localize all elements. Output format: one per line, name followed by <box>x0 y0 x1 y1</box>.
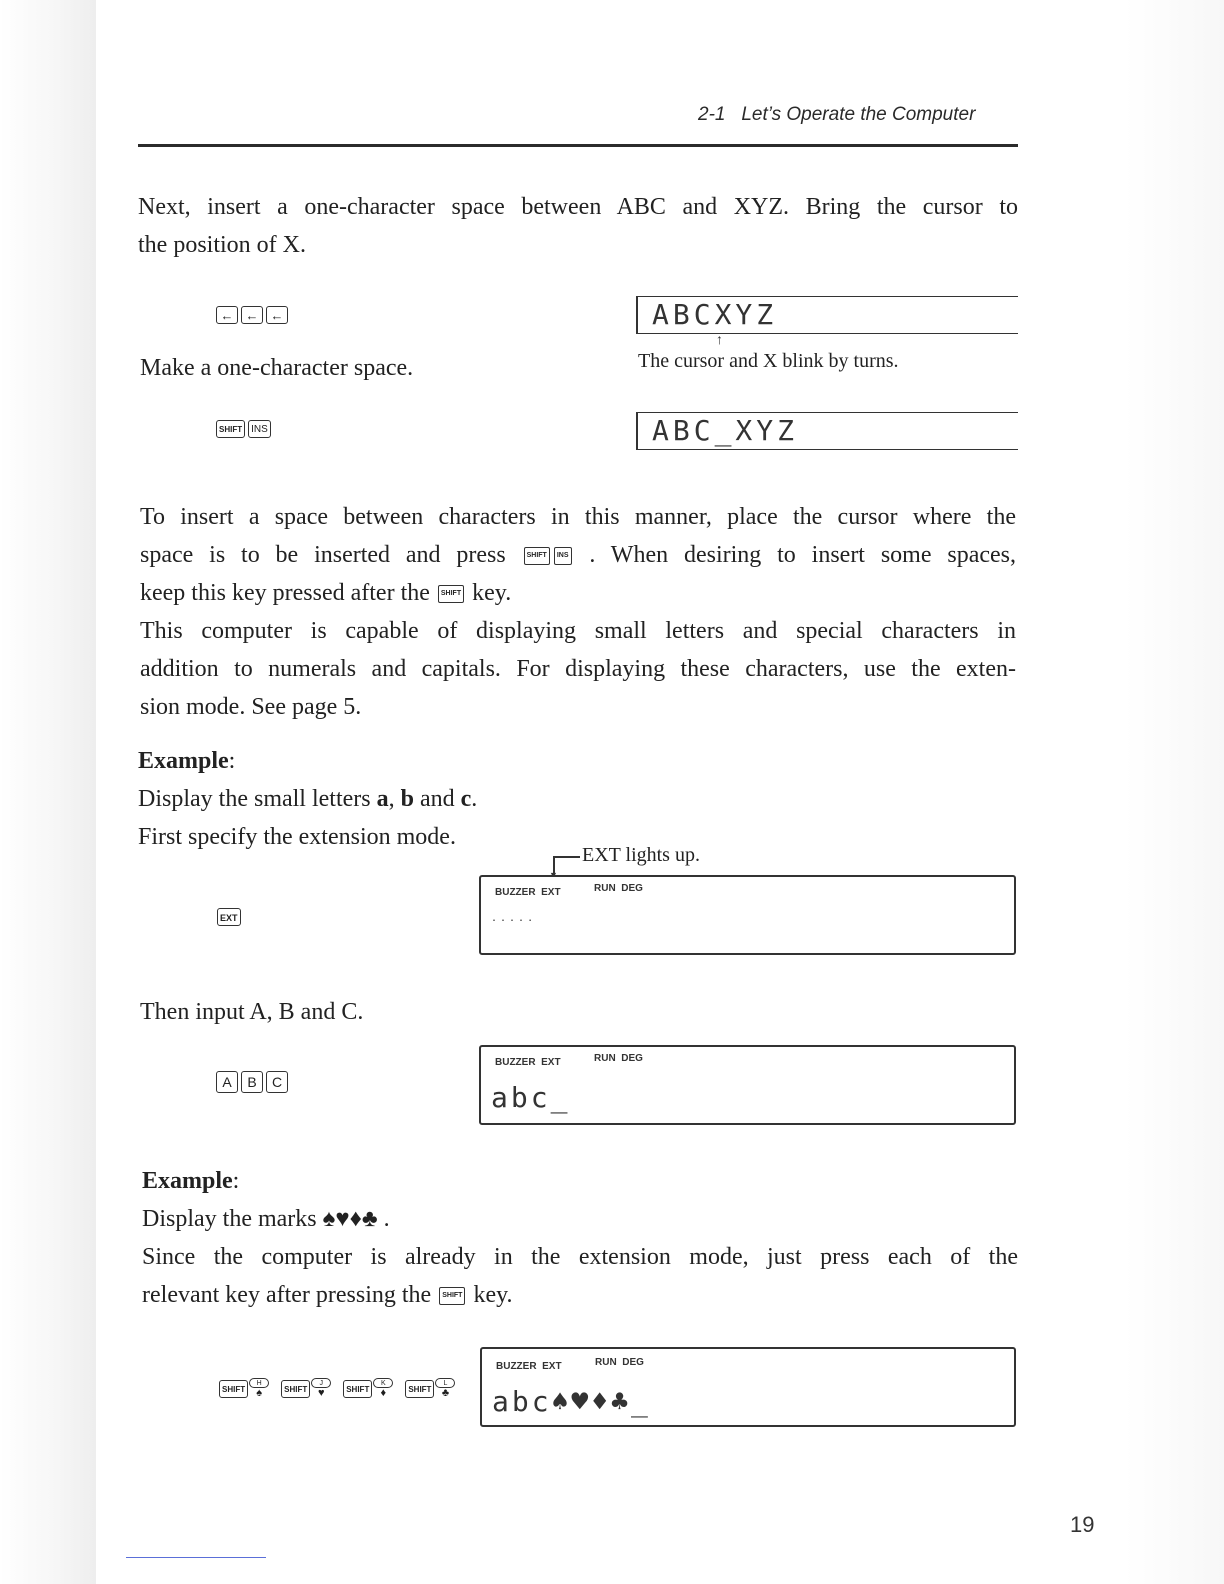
a-key[interactable]: A <box>216 1071 238 1093</box>
example1-block <box>138 742 477 856</box>
key-letter: H <box>249 1378 269 1388</box>
c-key[interactable]: C <box>266 1071 288 1093</box>
body-line-6: sion mode. See page 5. <box>140 694 362 720</box>
body-text: keep this key pressed after the <box>140 580 430 606</box>
shift-l-combo <box>405 1378 455 1399</box>
body-text: relevant key after pressing the <box>142 1282 432 1308</box>
body-line-5: addition to numerals and capitals. For displaying these characters, use the exten- <box>140 656 1016 682</box>
card-suit-marks: ♠♥♦♣ <box>322 1206 378 1232</box>
lcd-indicator-run-deg: RUN DEG <box>594 883 643 894</box>
body-line-2 <box>140 536 1016 574</box>
lcd-display-marks <box>480 1347 1016 1427</box>
ins-key[interactable]: INS <box>248 420 271 438</box>
example1-line-1 <box>138 780 477 818</box>
lcd-display-step2 <box>636 412 1018 450</box>
diamond-icon: ♦ <box>380 1387 387 1399</box>
intro-paragraph <box>138 188 1018 264</box>
page-edge-right <box>1124 0 1224 1584</box>
header-rule <box>138 144 1018 147</box>
body-line-3 <box>140 574 1016 612</box>
body-text: Display the small letters <box>138 786 371 812</box>
body-text: space is to be inserted and press <box>140 542 506 568</box>
colon: : <box>228 748 236 774</box>
running-header <box>698 104 975 126</box>
lcd-indicator-buzzer-ext: BUZZER EXT <box>495 887 561 898</box>
lcd-display-ext <box>479 875 1016 955</box>
shift-key[interactable]: SHIFT <box>524 547 550 565</box>
section-title: Let’s Operate the Computer <box>741 104 976 125</box>
footer-underline <box>126 1557 266 1558</box>
section-number: 2-1 <box>698 104 726 125</box>
letter-b: b <box>400 786 414 812</box>
ext-key-wrap <box>217 908 244 926</box>
shift-k-combo <box>343 1378 393 1399</box>
step3-label: Then input A, B and C. <box>140 999 364 1025</box>
shift-key[interactable]: SHIFT <box>439 1287 465 1305</box>
period: . <box>471 786 478 812</box>
example2-line-3 <box>142 1276 1018 1314</box>
step1-keys <box>216 306 291 324</box>
page-edge-shadow <box>0 0 96 1584</box>
cursor-note: The cursor and X blink by turns. <box>638 350 899 372</box>
example2-heading <box>142 1162 1018 1200</box>
example2-line-1 <box>142 1200 1018 1238</box>
intro-line-2: the position of X. <box>138 232 306 258</box>
example2-line-2: Since the computer is already in the extension mode, just press each of the <box>142 1244 1018 1270</box>
colon: : <box>232 1168 240 1194</box>
shift-key[interactable]: SHIFT <box>216 420 245 438</box>
lcd-text: ABCXYZ <box>652 298 778 331</box>
body-text: Display the marks <box>142 1206 317 1232</box>
k-key[interactable] <box>373 1378 393 1399</box>
left-arrow-key[interactable]: ← <box>266 306 288 324</box>
ext-key[interactable]: EXT <box>217 908 241 926</box>
club-icon: ♣ <box>441 1387 450 1399</box>
j-key[interactable] <box>311 1378 331 1399</box>
left-arrow-key[interactable]: ← <box>241 306 263 324</box>
period: . <box>383 1206 390 1232</box>
key-letter: J <box>311 1378 331 1388</box>
ext-callout: EXT lights up. <box>582 844 700 866</box>
body-text: . When desiring to insert some spaces, <box>589 542 1016 568</box>
heart-icon: ♥ <box>317 1387 325 1399</box>
lcd-indicator-buzzer-ext: BUZZER EXT <box>496 1361 562 1372</box>
lcd-text: abc♠♥♦♣_ <box>492 1385 651 1418</box>
lcd-text: ABC_XYZ <box>652 414 799 447</box>
intro-line-1: Next, insert a one-character space between ABC and XYZ. Bring the cursor to <box>138 194 1018 220</box>
lcd-indicator-run-deg: RUN DEG <box>594 1053 643 1064</box>
step3-keys <box>216 1071 291 1093</box>
page-number: 19 <box>1070 1512 1095 1537</box>
ins-key[interactable]: INS <box>554 547 572 565</box>
step2-label: Make a one-character space. <box>140 355 414 381</box>
lcd-display-abc <box>479 1045 1016 1125</box>
cursor-caret-icon: ↑ <box>716 333 723 348</box>
shift-key[interactable]: SHIFT <box>343 1380 372 1398</box>
body-line-1: To insert a space between characters in this manner, place the cursor where the <box>140 504 1016 530</box>
example1-heading <box>138 742 477 780</box>
callout-line <box>554 856 580 858</box>
body-text: and <box>419 786 455 812</box>
shift-key[interactable]: SHIFT <box>438 585 464 603</box>
body-line-4: This computer is capable of displaying small letters and special characters in <box>140 618 1016 644</box>
lcd-indicator-run-deg: RUN DEG <box>595 1357 644 1368</box>
left-arrow-key[interactable]: ← <box>216 306 238 324</box>
shift-j-combo <box>281 1378 331 1399</box>
letter-a: a <box>376 786 389 812</box>
shift-key[interactable]: SHIFT <box>281 1380 310 1398</box>
key-letter: L <box>435 1378 455 1388</box>
example-heading: Example <box>142 1168 233 1194</box>
shift-key[interactable]: SHIFT <box>219 1380 248 1398</box>
letter-c: c <box>460 786 472 812</box>
comma: , <box>388 786 395 812</box>
body-text: key. <box>472 580 512 606</box>
lcd-display-step1 <box>636 296 1018 334</box>
l-key[interactable] <box>435 1378 455 1399</box>
example-heading: Example <box>138 748 229 774</box>
lcd-indicator-buzzer-ext: BUZZER EXT <box>495 1057 561 1068</box>
body-text: key. <box>473 1282 513 1308</box>
shift-h-combo <box>219 1378 269 1399</box>
lcd-text: ..... <box>491 913 537 924</box>
spade-icon: ♠ <box>256 1387 263 1399</box>
b-key[interactable]: B <box>241 1071 263 1093</box>
body-paragraph <box>140 498 1016 726</box>
step2-keys <box>216 420 274 438</box>
lcd-text: abc_ <box>491 1081 571 1114</box>
h-key[interactable] <box>249 1378 269 1399</box>
example1-line-2: First specify the extension mode. <box>138 824 456 850</box>
shift-key[interactable]: SHIFT <box>405 1380 434 1398</box>
suit-key-combos <box>219 1378 463 1399</box>
example2-block <box>142 1162 1018 1314</box>
key-letter: K <box>373 1378 393 1388</box>
